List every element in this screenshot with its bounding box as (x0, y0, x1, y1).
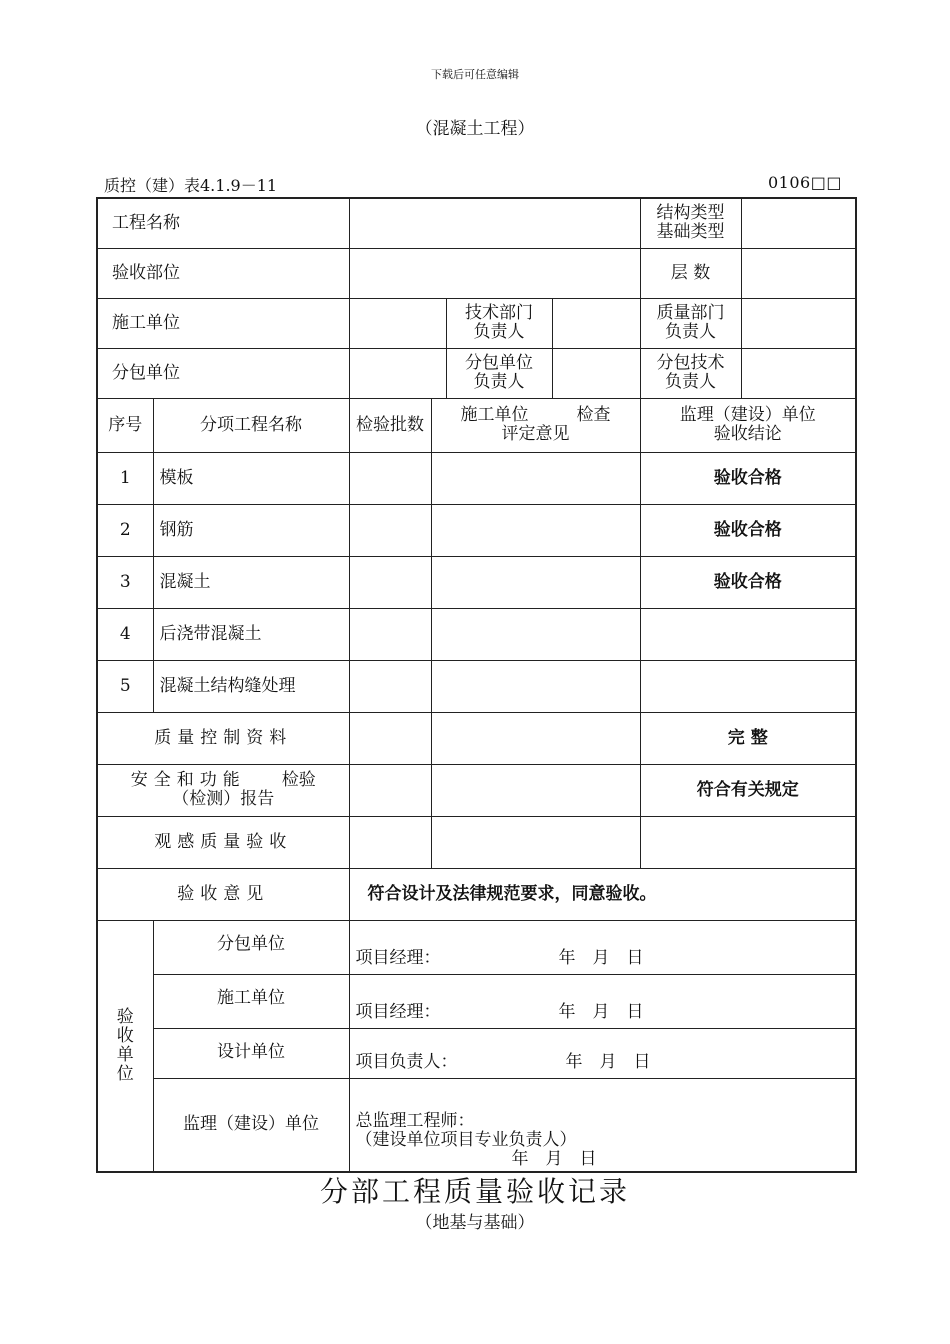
tech-dept-head-value[interactable] (552, 298, 640, 348)
appearance-quality-opinion[interactable] (431, 816, 640, 868)
table-row (97, 504, 856, 556)
subcontract-tech-value[interactable] (741, 348, 856, 398)
item-name: 混凝土结构缝处理 (153, 660, 349, 712)
quality-dept-head-value[interactable] (741, 298, 856, 348)
subcontract-head-value[interactable] (552, 348, 640, 398)
safety-report-result: 符合有关规定 (640, 764, 856, 816)
item-conclusion[interactable] (640, 660, 856, 712)
construction-unit-value[interactable] (349, 298, 446, 348)
table-row (97, 452, 856, 504)
signoff-group-label: 验 收 单 位 (97, 920, 153, 1172)
item-batch-count[interactable] (349, 608, 431, 660)
safety-report-label: 安全和功能 检验 （检测）报告 (97, 764, 349, 816)
item-name: 钢筋 (153, 504, 349, 556)
item-name: 后浇带混凝土 (153, 608, 349, 660)
structure-type-value[interactable] (741, 198, 856, 248)
col-item-name: 分项工程名称 (153, 398, 349, 452)
structure-type-label: 结构类型 基础类型 (640, 198, 741, 248)
item-constructor-opinion[interactable] (431, 608, 640, 660)
acceptance-part-label: 验收部位 (97, 248, 349, 298)
form-subtitle: （混凝土工程） (415, 119, 535, 139)
acceptance-table (96, 197, 857, 1173)
signoff-design-line[interactable]: 项目负责人： 年 月 日 (349, 1028, 856, 1078)
item-constructor-opinion[interactable] (431, 660, 640, 712)
col-constructor-opinion: 施工单位 检查 评定意见 (431, 398, 640, 452)
quality-data-batch[interactable] (349, 712, 431, 764)
form-code: 0106□□ (768, 173, 842, 192)
item-batch-count[interactable] (349, 556, 431, 608)
item-seq: 2 (97, 504, 153, 556)
item-batch-count[interactable] (349, 504, 431, 556)
item-name: 混凝土 (153, 556, 349, 608)
signoff-unit-construction: 施工单位 (153, 974, 349, 1028)
safety-report-opinion[interactable] (431, 764, 640, 816)
item-constructor-opinion[interactable] (431, 504, 640, 556)
floors-value[interactable] (741, 248, 856, 298)
appearance-quality-result[interactable] (640, 816, 856, 868)
form-number: 质控（建）表4.1.9－11 (104, 176, 278, 195)
item-conclusion[interactable] (640, 608, 856, 660)
signoff-supervisor-block[interactable]: 总监理工程师： （建设单位项目专业负责人） 年 月 日 (349, 1078, 856, 1172)
signoff-subcontract-line[interactable]: 项目经理： 年 月 日 (349, 920, 856, 974)
subcontract-head-label: 分包单位 负责人 (446, 348, 552, 398)
project-name-value[interactable] (349, 198, 640, 248)
construction-unit-label: 施工单位 (97, 298, 349, 348)
acceptance-opinion-text: 符合设计及法律规范要求，同意验收。 (349, 868, 856, 920)
quality-dept-head-label: 质量部门 负责人 (640, 298, 741, 348)
col-batch-count: 检验批数 (349, 398, 431, 452)
signoff-unit-design: 设计单位 (153, 1028, 349, 1078)
appearance-quality-label: 观感质量验收 (97, 816, 349, 868)
signoff-unit-supervisor: 监理（建设）单位 (153, 1078, 349, 1172)
acceptance-opinion-label: 验收意见 (97, 868, 349, 920)
col-seq: 序号 (97, 398, 153, 452)
quality-data-result: 完 整 (640, 712, 856, 764)
col-supervisor-conclusion: 监理（建设）单位 验收结论 (640, 398, 856, 452)
table-row (97, 556, 856, 608)
item-name: 模板 (153, 452, 349, 504)
signoff-construction-line[interactable]: 项目经理： 年 月 日 (349, 974, 856, 1028)
safety-report-batch[interactable] (349, 764, 431, 816)
item-batch-count[interactable] (349, 660, 431, 712)
quality-data-opinion[interactable] (431, 712, 640, 764)
footer-subtitle: （地基与基础） (415, 1213, 535, 1233)
top-note: 下载后可任意编辑 (431, 68, 519, 81)
project-name-label: 工程名称 (97, 198, 349, 248)
item-conclusion: 验收合格 (640, 504, 856, 556)
signoff-unit-subcontract: 分包单位 (153, 920, 349, 974)
table-row (97, 660, 856, 712)
floors-label: 层 数 (640, 248, 741, 298)
appearance-quality-batch[interactable] (349, 816, 431, 868)
subcontract-unit-label: 分包单位 (97, 348, 349, 398)
quality-data-label: 质量控制资料 (97, 712, 349, 764)
item-conclusion: 验收合格 (640, 556, 856, 608)
footer-title: 分部工程质量验收记录 (319, 1175, 630, 1208)
item-conclusion: 验收合格 (640, 452, 856, 504)
item-seq: 4 (97, 608, 153, 660)
item-constructor-opinion[interactable] (431, 556, 640, 608)
item-batch-count[interactable] (349, 452, 431, 504)
acceptance-part-value[interactable] (349, 248, 640, 298)
table-row (97, 608, 856, 660)
item-seq: 3 (97, 556, 153, 608)
item-constructor-opinion[interactable] (431, 452, 640, 504)
item-seq: 1 (97, 452, 153, 504)
tech-dept-head-label: 技术部门 负责人 (446, 298, 552, 348)
subcontract-unit-value[interactable] (349, 348, 446, 398)
item-seq: 5 (97, 660, 153, 712)
subcontract-tech-label: 分包技术 负责人 (640, 348, 741, 398)
